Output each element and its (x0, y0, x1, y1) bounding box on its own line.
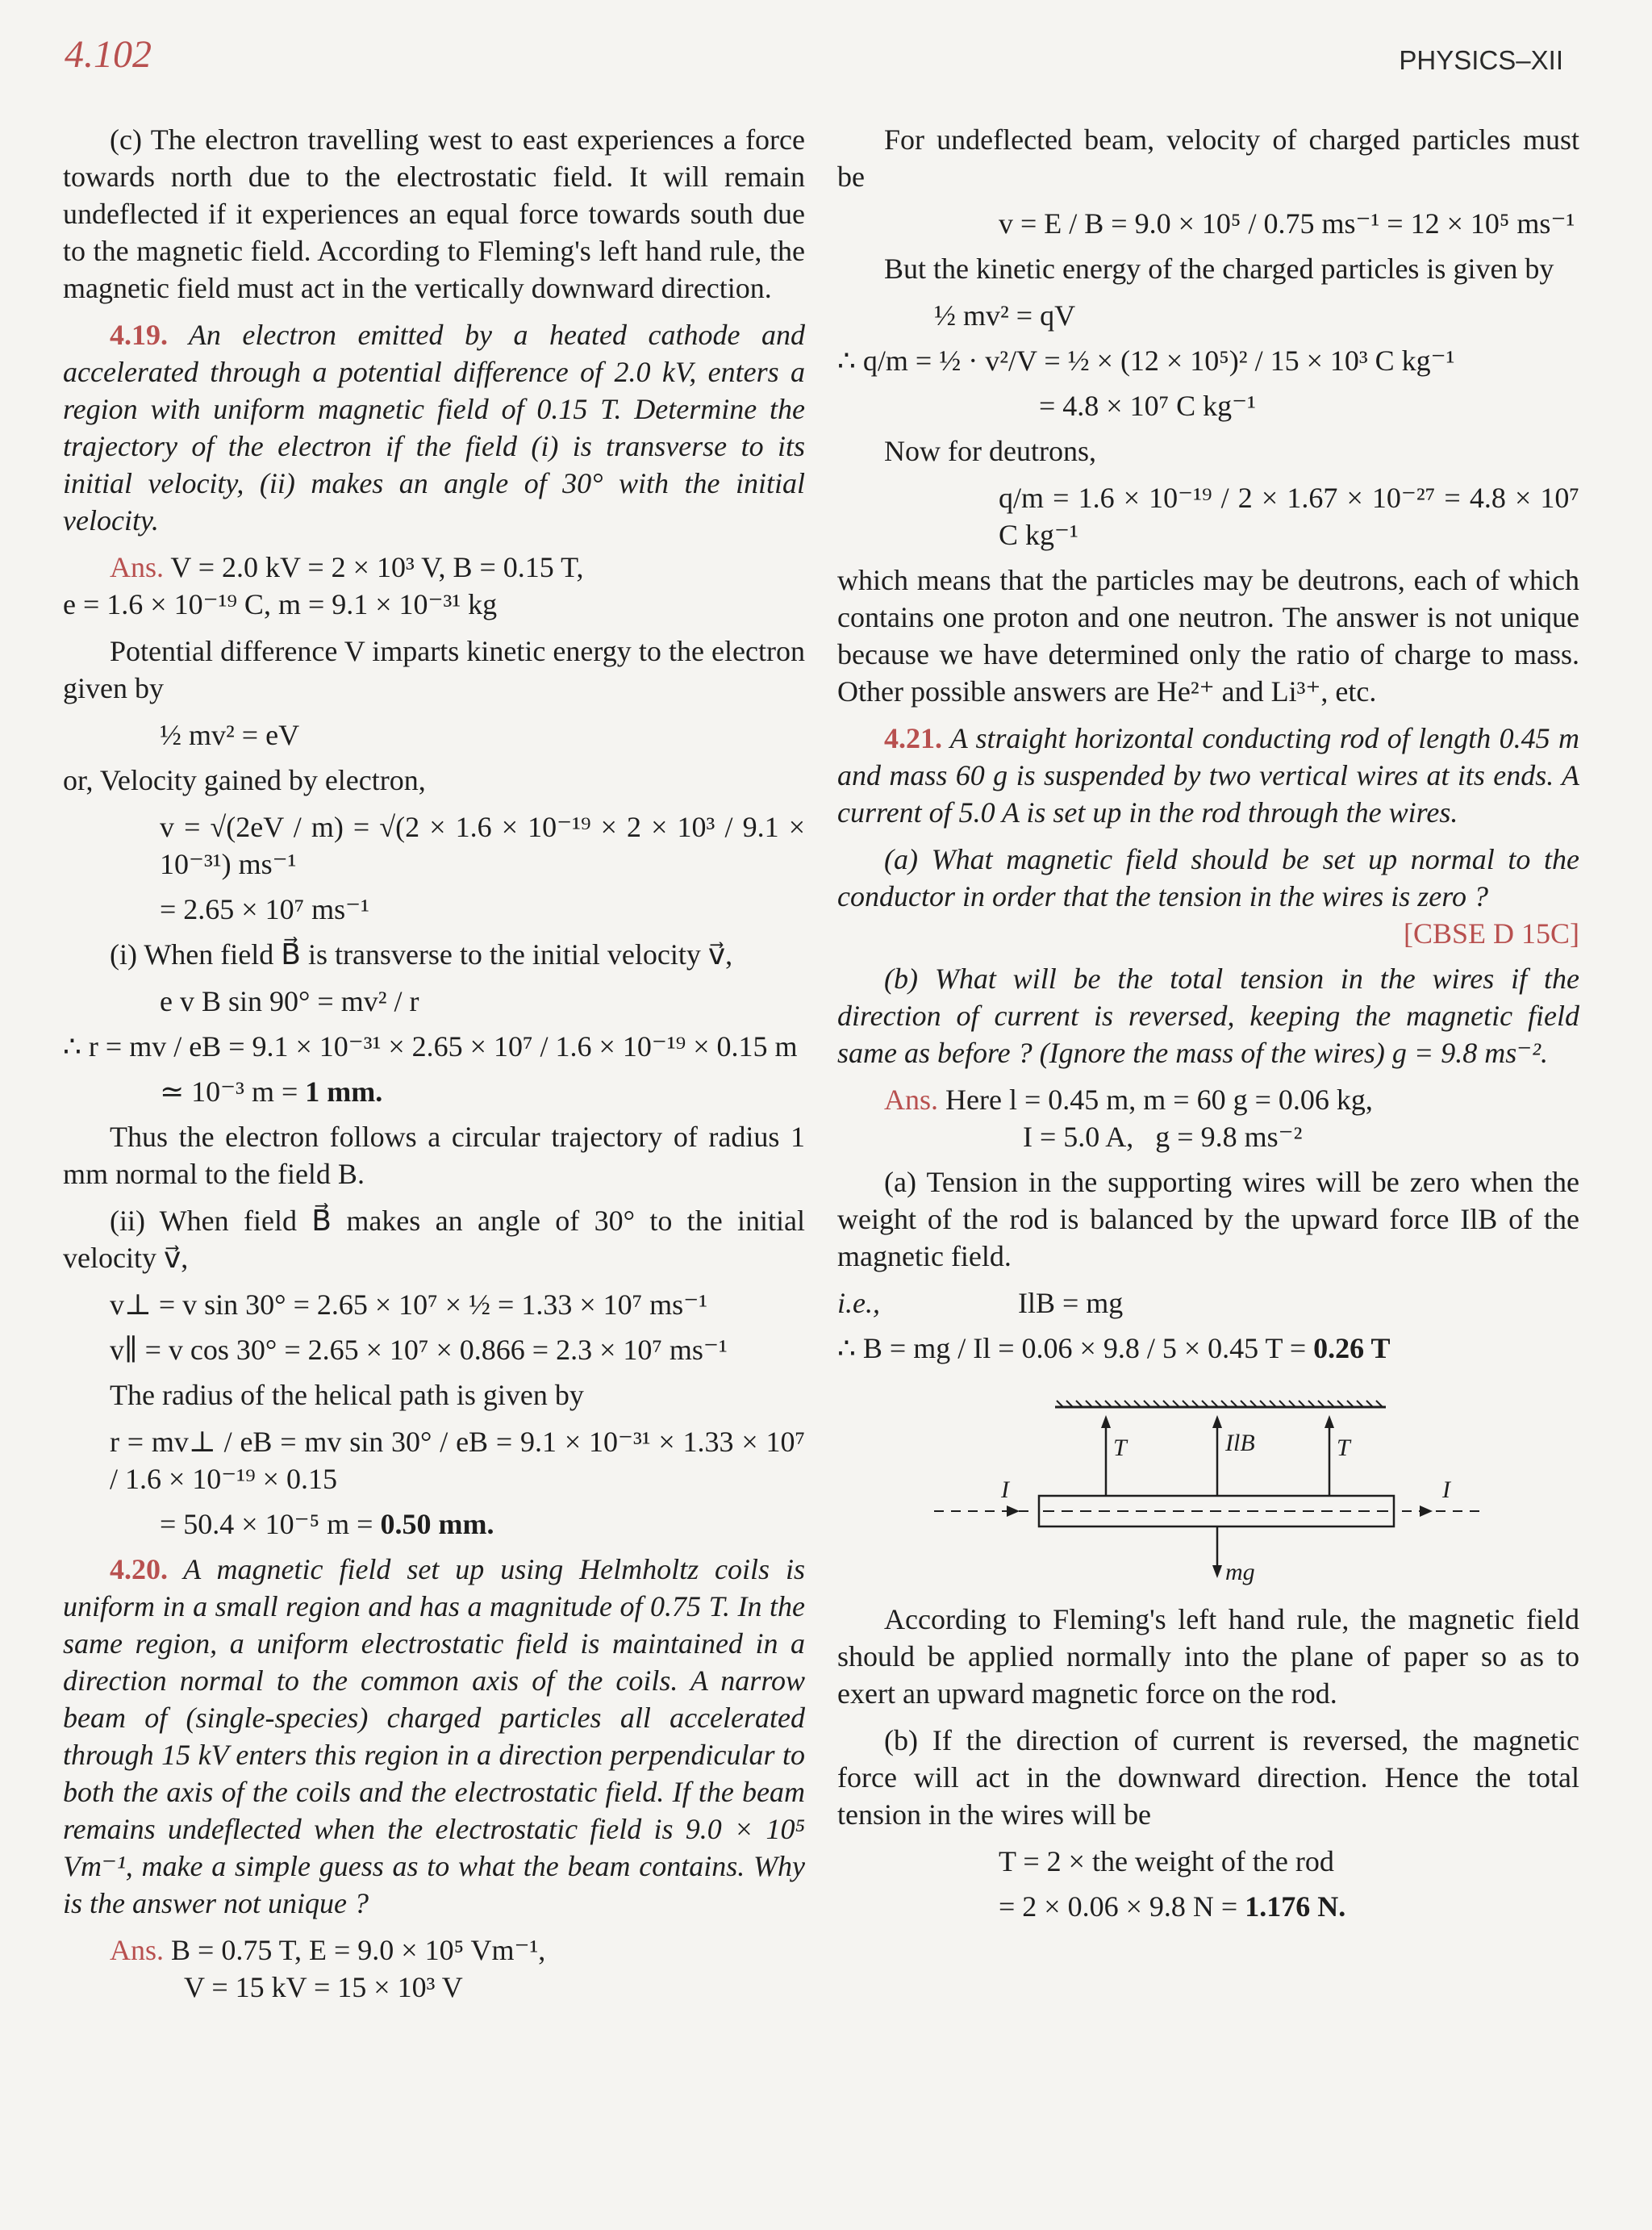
right-column (837, 121, 1579, 1933)
question-number: 4.20. (110, 1553, 168, 1585)
ie-label: i.e., (837, 1287, 880, 1319)
equation-v-perp: v⊥ = v sin 30° = 2.65 × 10⁷ × ½ = 1.33 × 10⁷ ms⁻¹ (110, 1288, 707, 1321)
paragraph-means: which means that the particles may be deutrons, each of which contains one proton and one neutron. The answer is not unique because we have determined only the ratio of charge to mass. Other possible answers are He²⁺ and Li³⁺, etc. (837, 564, 1579, 708)
weight-arrowhead (1212, 1565, 1222, 1578)
label-current-left: I (1001, 1476, 1009, 1503)
paragraph-deutrons: Now for deutrons, (884, 435, 1096, 467)
radius-value: 1 mm. (305, 1075, 383, 1108)
helical-value: 0.50 mm. (380, 1508, 494, 1540)
answer-given-1 (63, 549, 805, 586)
equation-velocity: v = √(2eV / m) = √(2 × 1.6 × 10⁻¹⁹ × 2 × 10³ / 9.1 × 10⁻³¹) ms⁻¹ (160, 811, 805, 880)
label-tension-left: T (1113, 1434, 1127, 1461)
label-tension-right: T (1337, 1434, 1350, 1461)
current-out-arrowhead (1420, 1505, 1433, 1517)
helical-approx: = 50.4 × 10⁻⁵ m = (160, 1508, 381, 1540)
left-tension-arrowhead (1101, 1415, 1111, 1428)
paragraph-part-b: (b) If the direction of current is reversed, the magnetic force will act in the downward direction. Hence the total tension in the wires will be (837, 1724, 1579, 1831)
tension-expression: = 2 × 0.06 × 9.8 N = (999, 1890, 1245, 1923)
answer-values: B = 0.75 T, E = 9.0 × 10⁵ Vm⁻¹, (171, 1934, 546, 1966)
rod-force-diagram (837, 1383, 1579, 1585)
equation-deutron: q/m = 1.6 × 10⁻¹⁹ / 2 × 1.67 × 10⁻²⁷ = 4.8 × 10⁷ C kg⁻¹ (999, 482, 1579, 551)
answer-given-6: I = 5.0 A, g = 9.8 ms⁻² (1023, 1121, 1303, 1153)
answer-given-3 (63, 1931, 805, 1969)
paragraph-case-ii: (ii) When field B⃗ makes an angle of 30° to the initial velocity v⃗, (63, 1205, 805, 1274)
equation-ke: ½ mv² = eV (160, 719, 300, 751)
equation-ilb-row (837, 1284, 1579, 1322)
paragraph-case-i: (i) When field B⃗ is transverse to the initial velocity v⃗, (110, 938, 733, 971)
answer-given-4: V = 15 kV = 15 × 10³ V (184, 1971, 463, 2003)
tension-value: 1.176 N. (1245, 1890, 1346, 1923)
citation: [CBSE D 15C] (1403, 917, 1579, 950)
paragraph-undeflected: For undeflected beam, velocity of charged particles must be (837, 123, 1579, 193)
paragraph-velocity: or, Velocity gained by electron, (63, 764, 426, 796)
answer-given-5 (837, 1081, 1579, 1118)
equation-ilb: IlB = mg (1018, 1287, 1124, 1319)
equation-velocity-result: = 2.65 × 10⁷ ms⁻¹ (160, 893, 369, 925)
paragraph-potential: Potential difference V imparts kinetic energy to the electron given by (63, 635, 805, 704)
question-text: A straight horizontal conducting rod of length 0.45 m and mass 60 g is suspended by two vertical wires at its ends. A current of 5.0 A is set up in the rod through the wires. (837, 722, 1579, 829)
equation-tension: T = 2 × the weight of the rod (999, 1845, 1334, 1877)
right-tension-arrowhead (1325, 1415, 1334, 1428)
paragraph-helical: The radius of the helical path is given by (110, 1379, 584, 1411)
page-number: 4.102 (65, 33, 152, 76)
equation-force-balance: e v B sin 90° = mv² / r (160, 985, 419, 1017)
label-mg: mg (1225, 1559, 1255, 1585)
paragraph-thus: Thus the electron follows a circular trajectory of radius 1 mm normal to the field B. (63, 1121, 805, 1190)
equation-helical-radius: r = mv⊥ / eB = mv sin 30° / eB = 9.1 × 10⁻³¹ × 1.33 × 10⁷ / 1.6 × 10⁻¹⁹ × 0.15 (110, 1426, 805, 1495)
answer-values: Here l = 0.45 m, m = 60 g = 0.06 kg, (945, 1084, 1373, 1116)
b-field-value: 0.26 T (1313, 1332, 1391, 1364)
question-4-20 (63, 1551, 805, 1922)
equation-q-m: ∴ q/m = ½ · v²/V = ½ × (12 × 10⁵)² / 15 × 10³ C kg⁻¹ (837, 345, 1455, 377)
label-ilb: IlB (1225, 1430, 1255, 1456)
equation-ke-qv: ½ mv² = qV (934, 299, 1076, 332)
equation-helical-result (63, 1505, 805, 1543)
answer-given-2: e = 1.6 × 10⁻¹⁹ C, m = 9.1 × 10⁻³¹ kg (63, 588, 498, 620)
running-title: PHYSICS–XII (1399, 45, 1563, 75)
paragraph-fleming: According to Fleming's left hand rule, the magnetic field should be applied normally into the plane of paper so as to exert an upward magnetic force on the rod. (837, 1603, 1579, 1710)
paragraph-kinetic: But the kinetic energy of the charged particles is given by (884, 253, 1554, 285)
paragraph-part-a: (a) Tension in the supporting wires will be zero when the weight of the rod is balanced by the upward force IlB of the magnetic field. (837, 1166, 1579, 1272)
force-ilb-arrowhead (1212, 1415, 1222, 1428)
question-4-21 (837, 720, 1579, 831)
equation-b-field (837, 1330, 1579, 1367)
equation-tension-result (837, 1888, 1579, 1925)
left-column (63, 121, 805, 2014)
question-4-21-b: (b) What will be the total tension in the wires if the direction of current is reversed, keeping the magnetic field same as before ? (Ignore the mass of the wires) g = 9.8 ms⁻². (837, 963, 1579, 1069)
question-text: An electron emitted by a heated cathode and accelerated through a potential difference of 2.0 kV, enters a region with uniform magnetic field of 0.15 T. Determine the trajectory of the electron if the field (i) is transverse to its initial velocity, (ii) makes an angle of 30° with the initial velocity. (63, 319, 805, 537)
answer-label: Ans. (110, 551, 165, 583)
radius-approx: ≃ 10⁻³ m = (160, 1075, 306, 1108)
equation-v-parallel: v∥ = v cos 30° = 2.65 × 10⁷ × 0.866 = 2.3 × 10⁷ ms⁻¹ (110, 1334, 728, 1366)
question-number: 4.21. (884, 722, 942, 754)
answer-values: V = 2.0 kV = 2 × 10³ V, B = 0.15 T, (170, 551, 584, 583)
label-current-right: I (1442, 1476, 1450, 1503)
b-field-expression: ∴ B = mg / Il = 0.06 × 9.8 / 5 × 0.45 T = (837, 1332, 1314, 1364)
question-number: 4.19. (110, 319, 168, 351)
equation-q-m-result: = 4.8 × 10⁷ C kg⁻¹ (1039, 390, 1256, 422)
equation-radius: ∴ r = mv / eB = 9.1 × 10⁻³¹ × 2.65 × 10⁷ / 1.6 × 10⁻¹⁹ × 0.15 m (63, 1030, 798, 1063)
equation-v-eb: v = E / B = 9.0 × 10⁵ / 0.75 ms⁻¹ = 12 × 10⁵ ms⁻¹ (999, 207, 1575, 240)
question-text: A magnetic field set up using Helmholtz coils is uniform in a small region and has a magnitude of 0.75 T. In the same region, a uniform electrostatic field is maintained in a direction normal to the common axis of the coils. A narrow beam of (single-species) charged particles all accelerated through 15 kV enters this region in a direction perpendicular to both the axis of the coils and the electrostatic field. If the beam remains undeflected when the electrostatic field is 9.0 × 10⁵ Vm⁻¹, make a simple guess as to what the beam contains. Why is the answer not unique ? (63, 1553, 805, 1919)
question-4-21-a: (a) What magnetic field should be set up normal to the conductor in order that the tension in the wires is zero ? (837, 843, 1579, 912)
paragraph-c: (c) The electron travelling west to east experiences a force towards north due to the electrostatic field. It will remain undeflected if it experiences an equal force towards south due to the magnetic field. According to Fleming's left hand rule, the magnetic field must act in the vertically downward direction. (63, 123, 805, 304)
answer-label: Ans. (110, 1934, 165, 1966)
rod-diagram-svg (837, 1383, 1579, 1585)
answer-label: Ans. (884, 1084, 939, 1116)
question-4-19 (63, 316, 805, 539)
equation-radius-result (63, 1073, 805, 1110)
